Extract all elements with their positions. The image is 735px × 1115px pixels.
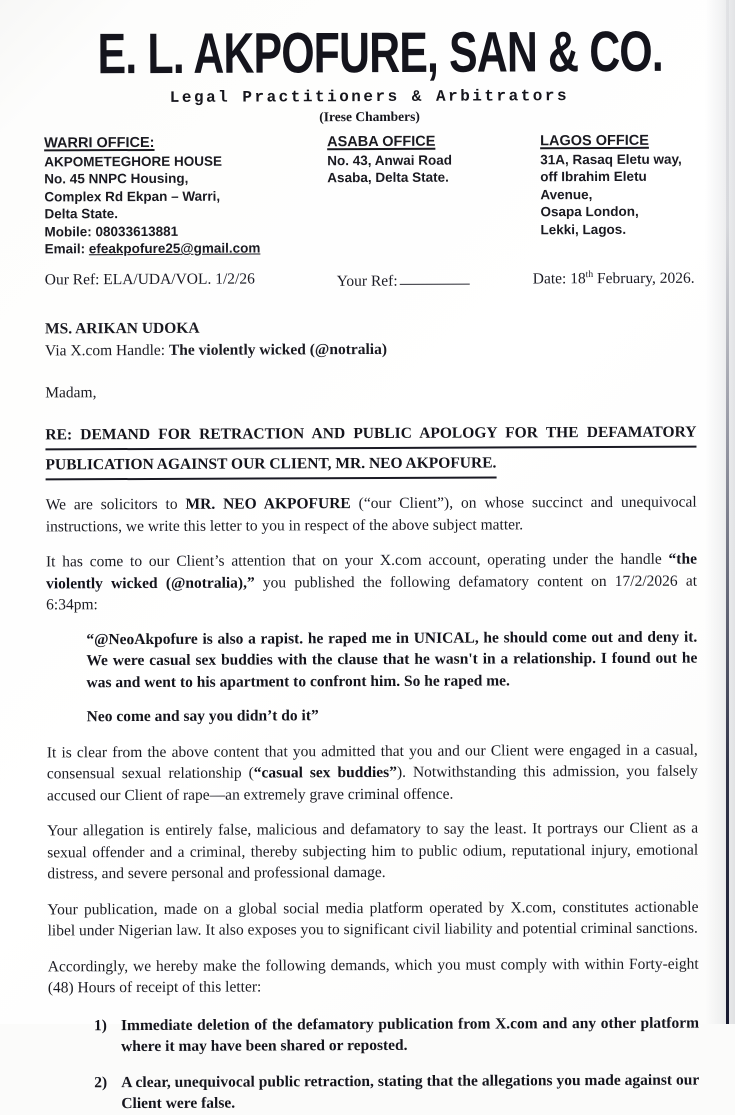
letter-content: [44, 19, 700, 1115]
date-ordinal: th: [585, 268, 594, 280]
asaba-office-line: Asaba, Delta State.: [327, 169, 449, 186]
text-run: It has come to our Client’s attention that on your X.com account, operating under the handle: [45, 550, 669, 571]
lagos-office-title: LAGOS OFFICE: [540, 132, 649, 150]
asaba-office-title: ASABA OFFICE: [327, 133, 436, 151]
quote-paragraph-1: “@NeoAkpofure is also a rapist. he raped me in UNICAL, he should come out and deny it. We were casual sex buddies with the clause that he wasn't in a relationship. I found out he was and went to his apartment to confront him. So he raped me.: [86, 628, 698, 691]
chambers-name: (Irese Chambers): [319, 108, 420, 125]
salutation: Madam,: [45, 384, 97, 402]
text-run: We are solicitors to: [45, 496, 186, 514]
your-ref-label: Your Ref:: [336, 272, 398, 290]
paragraph-demands-intro: Accordingly, we hereby make the following demands, which you must comply with within Forty-eight (48) Hours of receipt of this letter:: [47, 955, 699, 997]
paragraph-admission: [47, 739, 698, 806]
paragraph-intro: [46, 492, 697, 538]
addressee-handle-line: [45, 338, 696, 363]
lagos-office-line: Lekki, Lagos.: [540, 221, 627, 237]
paragraph-attention: [46, 549, 697, 616]
lagos-office-line: Osapa London,: [540, 203, 639, 220]
letterhead: [44, 19, 695, 127]
demand-item-1: [94, 1012, 699, 1058]
warri-office-line: Delta State.: [44, 206, 119, 222]
casual-sex-buddies-bold: “casual sex buddies”: [253, 764, 397, 782]
demand-text: A clear, unequivocal public retraction, stating that the allegations you made against our Client were false.: [121, 1071, 700, 1113]
warri-office-line: AKPOMETEGHORE HOUSE: [44, 153, 223, 169]
scan-edge-line: [726, 0, 729, 1024]
demand-item-2: [94, 1069, 699, 1115]
addressee-name: MS. ARIKAN UDOKA: [44, 319, 200, 338]
asaba-office-block: [327, 133, 541, 256]
warri-office-title: WARRI OFFICE:: [44, 134, 155, 152]
paragraph-libel: Your publication, made on a global social media platform operated by X.com, constitutes actionable libel under Nigerian law. It also exposes you to significant civil liability and potential criminal sanctions.: [47, 898, 699, 940]
your-ref: [337, 269, 533, 291]
warri-office-mobile: Mobile: 08033613881: [44, 223, 179, 239]
email-label: Email:: [44, 241, 89, 257]
handle-bold: “the violently wicked (@notralia),”: [46, 550, 697, 593]
your-ref-blank-line: [400, 269, 470, 285]
text-run: ). Notwithstanding this admission, you falsely accused our Client of rape—an extremely grave criminal offence.: [46, 762, 698, 805]
addressee-block: [45, 316, 696, 363]
scan-edge-shading: [705, 0, 735, 1024]
quote-paragraph-2: Neo come and say you didn’t do it”: [86, 707, 319, 726]
subject-heading: [45, 420, 696, 481]
demands-list: [94, 1012, 699, 1115]
email-address: efeakpofure25@gmail.com: [88, 240, 261, 257]
subject-line-2: PUBLICATION AGAINST OUR CLIENT, MR. NEO AKPOFURE.: [45, 451, 496, 481]
text-run: It is clear from the above content that you admitted that you and our Client were engaged in a casual, consensual sexual relationship (: [46, 741, 698, 783]
paragraph-allegation: Your allegation is entirely false, malicious and defamatory to say the least. It portrays our Client as a sexual offender and a criminal, thereby subjecting him to public odium, reputational injury, emotional distress, and severe personal and professional damage.: [47, 819, 699, 883]
text-run: (“our Client”), on whose succinct and unequivocal instructions, we write this letter to you in respect of the above subject matter.: [45, 493, 697, 536]
quoted-publication: [86, 626, 697, 728]
via-handle: The violently wicked (@notralia): [168, 341, 388, 360]
text-run: you published the following defamatory content on 17/2/2026 at 6:34pm:: [46, 572, 698, 614]
warri-office-block: [44, 134, 328, 258]
letter-date: [533, 268, 696, 289]
lagos-office-block: [540, 133, 696, 256]
warri-office-email: [45, 239, 328, 258]
client-name-bold: MR. NEO AKPOFURE: [185, 495, 351, 514]
demand-number: 2): [94, 1073, 108, 1091]
our-ref: Our Ref: ELA/UDA/VOL. 1/2/26: [44, 270, 255, 288]
demand-text: Immediate deletion of the defamatory publication from X.com and any other platform where it may have been shared or reposted.: [120, 1014, 700, 1056]
firm-tagline: Legal Practitioners & Arbitrators: [169, 87, 570, 107]
date-rest: February, 2026.: [593, 269, 695, 287]
offices-row: [44, 133, 696, 258]
subject-line-1: RE: DEMAND FOR RETRACTION AND PUBLIC APOLOGY FOR THE DEFAMATORY: [45, 420, 696, 451]
warri-office-line: No. 45 NNPC Housing,: [44, 170, 189, 187]
warri-office-line: Complex Rd Ekpan – Warri,: [44, 188, 221, 204]
demand-number: 1): [93, 1016, 107, 1034]
lagos-office-line: 31A, Rasaq Eletu way,: [540, 151, 682, 167]
firm-name: E. L. AKPOFURE, SAN & CO.: [97, 19, 664, 86]
date-prefix: Date: 18: [532, 269, 586, 287]
asaba-office-line: No. 43, Anwai Road: [327, 152, 453, 168]
reference-row: [45, 268, 696, 292]
lagos-office-line: off Ibrahim Eletu Avenue,: [540, 168, 647, 202]
via-label: Via X.com Handle:: [45, 342, 169, 360]
